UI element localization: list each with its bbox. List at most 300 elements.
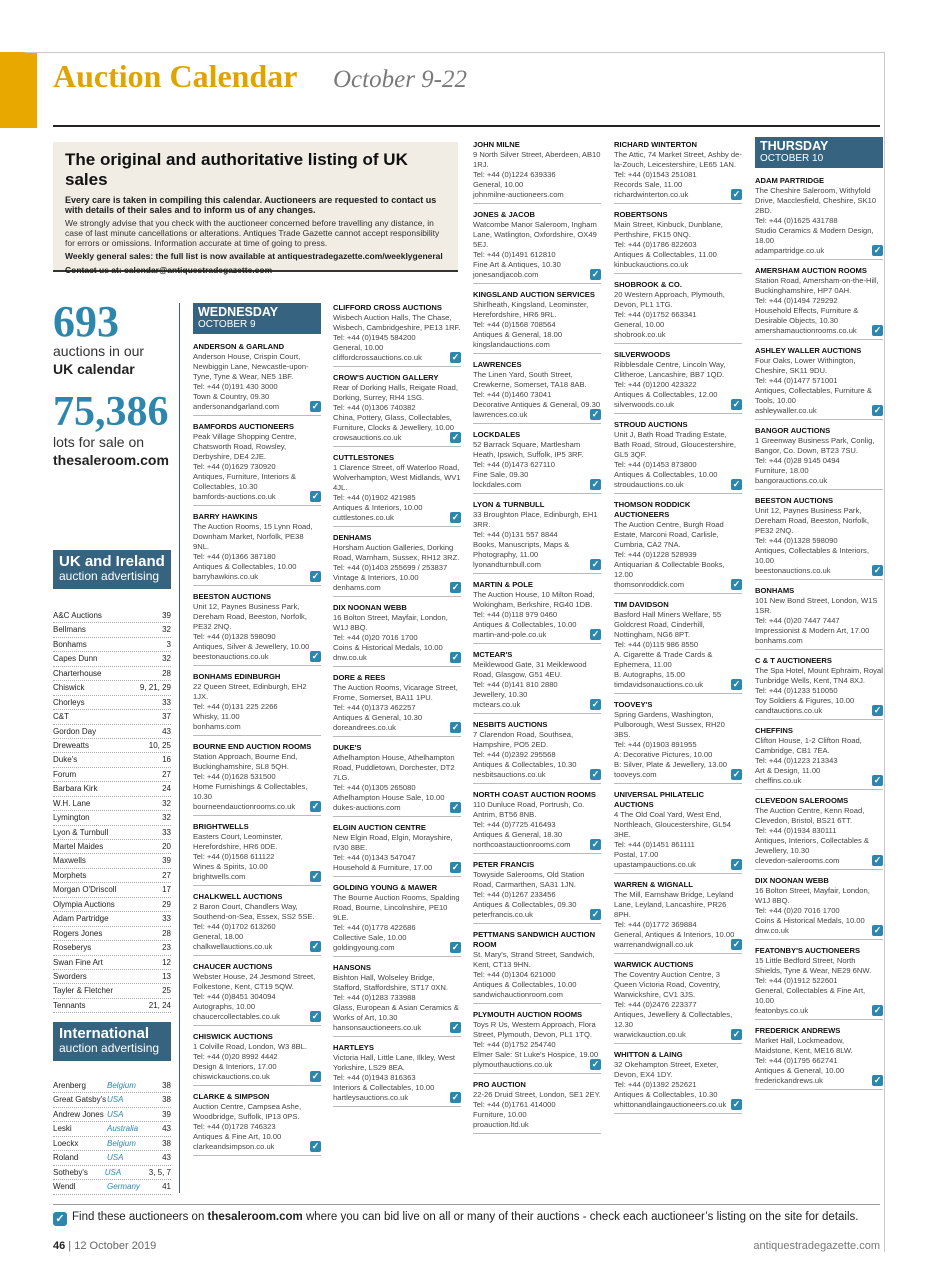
footer-divider: [53, 1204, 880, 1205]
auction-details: Athelhampton House, Athelhampton Road, Puddletown, Dorchester, DT2 7LG. Tel: +44 (0)1305 265080 Athelhampton House Sale, 10.00 dukes-auctions.com: [333, 753, 455, 812]
auctioneer-name: BOURNE END AUCTION ROOMS: [193, 742, 312, 751]
auction-listing[interactable]: [755, 726, 883, 790]
index-row[interactable]: [53, 941, 171, 955]
thesaleroom-check-icon[interactable]: ✓: [451, 512, 460, 522]
page-footer-left: 46 | 12 October 2019: [53, 1240, 157, 1252]
auction-details: Basford Hall Miners Welfare, 55 Goldcrest Road, Cinderhill, Nottingham, NG6 8PT. Tel: +44 (0)115 986 8550 A. Cigarette & Trade Cards & Ephemera, 11.00 B. Autographs, 15.00 timdavidsonauctions.co.uk: [614, 610, 722, 689]
auction-details: The Spa Hotel, Mount Ephraim, Royal Tunbridge Wells, Kent, TN4 8XJ. Tel: +44 (0)1233 510050 Toy Soldiers & Figures, 10.00 candtauctions.co.uk: [755, 666, 883, 715]
auction-listing[interactable]: [333, 673, 461, 737]
thesaleroom-check-icon[interactable]: ✓: [451, 1022, 460, 1032]
auctioneer-name: ASHLEY WALLER AUCTIONS: [755, 346, 862, 355]
index-pages: 43: [162, 1124, 171, 1134]
auctioneer-name: CROW'S AUCTION GALLERY: [333, 373, 439, 382]
index-row[interactable]: [53, 609, 171, 623]
auction-listing[interactable]: [614, 350, 742, 414]
auction-listing[interactable]: [473, 930, 601, 1004]
auction-listing[interactable]: [614, 280, 742, 344]
index-name: Morgan O'Driscoll: [53, 885, 117, 895]
auction-listing[interactable]: [193, 742, 321, 816]
auction-listing[interactable]: [193, 672, 321, 736]
auction-details: The Bourne Auction Rooms, Spalding Road, Bourne, Lincolnshire, PE10 9LE. Tel: +44 (0)1778 422686 Collective Sale, 10.00 goldingyoung.com: [333, 893, 460, 952]
auctioneer-name: THOMSON RODDICK AUCTIONEERS: [614, 500, 691, 519]
auctioneer-name: PLYMOUTH AUCTION ROOMS: [473, 1010, 583, 1019]
index-name: Swan Fine Art: [53, 957, 103, 967]
thesaleroom-check-icon[interactable]: ✓: [873, 405, 882, 415]
auction-listing[interactable]: [193, 892, 321, 956]
auctioneer-name: MARTIN & POLE: [473, 580, 533, 589]
index-pages: 28: [162, 928, 171, 938]
auctioneer-name: HANSONS: [333, 963, 371, 972]
index-row[interactable]: [53, 623, 171, 637]
thesaleroom-check-icon[interactable]: ✓: [591, 269, 600, 279]
index-name: Gordon Day: [53, 726, 97, 736]
thesaleroom-check-icon[interactable]: ✓: [451, 862, 460, 872]
thesaleroom-check-icon[interactable]: ✓: [311, 491, 320, 501]
thesaleroom-check-icon[interactable]: ✓: [591, 699, 600, 709]
auction-details: Peak Village Shopping Centre, Chatsworth Road, Rowsley, Derbyshire, DE4 2JE. Tel: +44 (0)1629 730920 Antiques, Furniture, Interiors & Collectables, 10.30 bamfords-auctions.co.uk: [193, 432, 297, 501]
auctioneer-name: TIM DAVIDSON: [614, 600, 669, 609]
auction-listing[interactable]: [755, 796, 883, 870]
auction-details: Watcombe Manor Saleroom, Ingham Lane, Watlington, Oxfordshire, OX49 5EJ. Tel: +44 (0)1491 612810 Fine Art & Antiques, 10.30 jonesandjacob.com: [473, 220, 597, 279]
auction-details: Auction Centre, Campsea Ashe, Woodbridge, Suffolk, IP13 0PS. Tel: +44 (0)1728 746323 Antiques & Fine Art, 10.00 clarkeandsimpson.co.uk: [193, 1102, 302, 1151]
auction-listing[interactable]: [473, 790, 601, 854]
lots-count-strong[interactable]: thesaleroom.com: [53, 452, 169, 468]
thesaleroom-check-icon[interactable]: ✓: [311, 1071, 320, 1081]
thesaleroom-check-icon[interactable]: ✓: [732, 939, 741, 949]
auction-details: 2 Baron Court, Chandlers Way, Southend-on-Sea, Essex, SS2 5SE. Tel: +44 (0)1702 613260 General, 18.00 chalkwellauctions.co.uk: [193, 902, 315, 951]
auction-listing[interactable]: [473, 210, 601, 284]
auction-listing[interactable]: [755, 946, 883, 1020]
auction-details: The Auction Centre, Kenn Road, Clevedon, Bristol, BS21 6TT. Tel: +44 (0)1934 830111 Antiques, Interiors, Collectables & Jewellery, 10.30 clevedon-salerooms.com: [755, 806, 869, 865]
index-name: Great Gatsby's: [53, 1095, 107, 1105]
index-row[interactable]: [53, 1151, 171, 1165]
thesaleroom-check-icon[interactable]: ✓: [732, 859, 741, 869]
thesaleroom-check-icon[interactable]: ✓: [873, 1005, 882, 1015]
thesaleroom-check-icon[interactable]: ✓: [591, 409, 600, 419]
index-row[interactable]: [53, 638, 171, 652]
auctioneer-name: CLARKE & SIMPSON: [193, 1092, 270, 1101]
auction-listing[interactable]: [755, 586, 883, 650]
thesaleroom-check-icon[interactable]: ✓: [451, 432, 460, 442]
auctioneer-name: LAWRENCES: [473, 360, 522, 369]
index-country: Germany: [107, 1182, 140, 1192]
lots-count: 75,386: [53, 389, 169, 435]
index-pages: 38: [162, 1095, 171, 1105]
thesaleroom-check-icon[interactable]: ✓: [451, 352, 460, 362]
index-row[interactable]: [53, 1137, 171, 1151]
auction-details: Station Approach, Bourne End, Buckinghamshire, SL8 5QH. Tel: +44 (0)1628 531500 Home Furnishings & Collectables, 10.30 bourneendauctionrooms.co.uk: [193, 752, 308, 811]
index-country: USA: [107, 1109, 124, 1119]
intro-contact[interactable]: Contact us at: calendar@antiquestradegazette.com: [65, 265, 273, 275]
day-name: WEDNESDAY: [198, 305, 279, 319]
auction-listing[interactable]: [333, 603, 461, 667]
index-pages: 43: [162, 1153, 171, 1163]
auction-listing[interactable]: [614, 600, 742, 694]
auctioneer-name: CHAUCER AUCTIONS: [193, 962, 273, 971]
thesaleroom-check-icon[interactable]: ✓: [311, 871, 320, 881]
thesaleroom-check-icon[interactable]: ✓: [873, 245, 882, 255]
auction-listing[interactable]: [333, 373, 461, 447]
auction-listing[interactable]: [755, 266, 883, 340]
intl-index-title: International: [59, 1025, 150, 1042]
index-pages: 38: [162, 1081, 171, 1090]
thesaleroom-check-icon[interactable]: ✓: [311, 941, 320, 951]
auctioneer-name: NESBITS AUCTIONS: [473, 720, 548, 729]
index-name: Forum: [53, 769, 77, 779]
index-pages: 28: [162, 668, 171, 678]
thesaleroom-check-icon[interactable]: ✓: [311, 1011, 320, 1021]
auction-listing[interactable]: [193, 1032, 321, 1086]
thesaleroom-check-icon[interactable]: ✓: [732, 769, 741, 779]
auctions-count-strong: UK calendar: [53, 361, 135, 377]
auction-listing[interactable]: [614, 500, 742, 594]
thesaleroom-check-icon[interactable]: ✓: [732, 1099, 741, 1109]
index-row[interactable]: [53, 956, 171, 970]
index-row[interactable]: [53, 667, 171, 681]
auction-listing[interactable]: [755, 426, 883, 490]
day-name: THURSDAY: [760, 139, 829, 153]
index-pages: 29: [162, 899, 171, 909]
auction-details: 20 Western Approach, Plymouth, Devon, PL1 1TG. Tel: +44 (0)1752 663341 General, 10.00 shobrook.co.uk: [614, 290, 725, 339]
index-pages: 39: [162, 1109, 171, 1119]
index-row[interactable]: [53, 1180, 171, 1194]
auctioneer-name: JOHN MILNE: [473, 140, 520, 149]
thesaleroom-check-icon[interactable]: ✓: [873, 565, 882, 575]
index-name: Chiswick: [53, 683, 85, 693]
index-pages: 27: [162, 769, 171, 779]
auction-details: Toys R Us, Western Approach, Flora Street, Plymouth, Devon, PL1 1TQ. Tel: +44 (0)1752 254740 Elmer Sale: St Luke's Hospice, 19.00 plymouthauctions.co.uk: [473, 1020, 599, 1069]
thesaleroom-check-icon[interactable]: ✓: [873, 925, 882, 935]
auctioneer-name: ROBERTSONS: [614, 210, 668, 219]
auction-listing[interactable]: [473, 360, 601, 424]
auction-listing[interactable]: [193, 822, 321, 886]
auction-listing[interactable]: [614, 880, 742, 954]
auction-listing[interactable]: [193, 422, 321, 506]
auction-listing[interactable]: [473, 140, 601, 204]
auctioneer-name: AMERSHAM AUCTION ROOMS: [755, 266, 867, 275]
index-row[interactable]: [53, 883, 171, 897]
auction-details: Unit 12, Paynes Business Park, Dereham Road, Beeston, Norfolk, PE32 2NQ. Tel: +44 (0)1328 598090 Antiques, Silver & Jewellery, 10.00 beestonauctions.co.uk: [193, 602, 310, 661]
auctioneer-name: LYON & TURNBULL: [473, 500, 545, 509]
index-name: Morphets: [53, 870, 87, 880]
thesaleroom-check-icon[interactable]: ✓: [451, 582, 460, 592]
auction-details: 16 Bolton Street, Mayfair, London, W1J 8BQ. Tel: +44 (0)20 7016 1700 Coins & Historical Medals, 10.00 dnw.co.uk: [333, 613, 448, 662]
auctioneer-name: CHALKWELL AUCTIONS: [193, 892, 283, 901]
thesaleroom-check-icon[interactable]: ✓: [311, 801, 320, 811]
index-pages: 3: [166, 639, 171, 649]
auction-listing[interactable]: [614, 420, 742, 494]
thesaleroom-check-icon[interactable]: ✓: [591, 909, 600, 919]
auction-listing[interactable]: [193, 512, 321, 586]
auctioneer-name: STROUD AUCTIONS: [614, 420, 688, 429]
index-pages: 33: [162, 827, 171, 837]
auction-listing[interactable]: [755, 176, 883, 260]
auction-listing[interactable]: [193, 592, 321, 666]
intro-weekly-link[interactable]: Weekly general sales: the full list is now available at antiquestradegazette.com/weeklygeneral: [65, 251, 443, 261]
auctioneer-name: TOOVEY'S: [614, 700, 653, 709]
auction-details: St. Mary's, Strand Street, Sandwich, Kent, CT13 9HN. Tel: +44 (0)1304 621000 Antiques & Collectables, 10.00 sandwichauctionroom.com: [473, 950, 595, 999]
index-name: Chorleys: [53, 697, 85, 707]
column-2: [333, 303, 461, 1113]
thesaleroom-check-icon[interactable]: ✓: [451, 802, 460, 812]
auction-listing[interactable]: [614, 140, 742, 204]
uk-index-title: UK and Ireland: [59, 553, 165, 570]
thesaleroom-check-icon[interactable]: ✓: [591, 839, 600, 849]
auctioneer-name: CHISWICK AUCTIONS: [193, 1032, 273, 1041]
intl-index-list: [53, 1079, 171, 1195]
thesaleroom-check-icon[interactable]: ✓: [732, 479, 741, 489]
index-row[interactable]: [53, 739, 171, 753]
auction-listing[interactable]: [473, 1080, 601, 1134]
thesaleroom-check-icon[interactable]: ✓: [451, 1092, 460, 1102]
auction-details: Wisbech Auction Halls, The Chase, Wisbech, Cambridgeshire, PE13 1RF. Tel: +44 (0)1945 584200 General, 10.00 cliffordcrossauctions.co.uk: [333, 313, 461, 362]
day-date: OCTOBER 9: [198, 319, 256, 330]
auctioneer-name: ADAM PARTRIDGE: [755, 176, 825, 185]
index-pages: 10, 25: [148, 740, 171, 750]
auction-listing[interactable]: [614, 960, 742, 1044]
thesaleroom-check-icon[interactable]: ✓: [732, 399, 741, 409]
auction-listing[interactable]: [333, 533, 461, 597]
index-row[interactable]: [53, 1122, 171, 1136]
auctioneer-name: C & T AUCTIONEERS: [755, 656, 832, 665]
index-row[interactable]: [53, 970, 171, 984]
index-pages: 20: [162, 842, 171, 851]
footer-note-link[interactable]: thesaleroom.com: [207, 1211, 303, 1223]
index-name: Bonhams: [53, 639, 87, 649]
thesaleroom-check-icon[interactable]: ✓: [873, 325, 882, 335]
index-row[interactable]: [53, 696, 171, 710]
thesaleroom-check-icon[interactable]: ✓: [591, 479, 600, 489]
thesaleroom-check-icon[interactable]: ✓: [732, 679, 741, 689]
thesaleroom-check-icon[interactable]: ✓: [311, 571, 320, 581]
auction-listing[interactable]: [193, 962, 321, 1026]
auction-details: 22 Queen Street, Edinburgh, EH2 1JX. Tel: +44 (0)131 225 2266 Whisky, 11.00 bonhams.com: [193, 682, 307, 731]
index-row[interactable]: [53, 898, 171, 912]
auctioneer-name: PETTMANS SANDWICH AUCTION ROOM: [473, 930, 596, 949]
thesaleroom-check-icon[interactable]: ✓: [732, 1029, 741, 1039]
thesaleroom-check-icon[interactable]: ✓: [451, 722, 460, 732]
auction-listing[interactable]: [755, 656, 883, 720]
auctioneer-name: UNIVERSAL PHILATELIC AUCTIONS: [614, 790, 705, 809]
index-row[interactable]: [53, 725, 171, 739]
auction-details: New Elgin Road, Elgin, Morayshire, IV30 8BE. Tel: +44 (0)1343 547047 Household & Furniture, 17.00: [333, 833, 453, 872]
thesaleroom-check-icon[interactable]: ✓: [873, 855, 882, 865]
day-header-thursday: [755, 137, 883, 168]
thesaleroom-check-icon[interactable]: ✓: [311, 1141, 320, 1151]
auction-listing[interactable]: [333, 303, 461, 367]
auction-listing[interactable]: [473, 580, 601, 644]
index-row[interactable]: [53, 797, 171, 811]
auction-listing[interactable]: [193, 342, 321, 416]
auction-listing[interactable]: [333, 1043, 461, 1107]
auction-listing[interactable]: [755, 346, 883, 420]
auction-details: Rear of Dorking Halls, Reigate Road, Dorking, Surrey, RH4 1SG. Tel: +44 (0)1306 740382 China, Pottery, Glass, Collectables, Furniture, Clocks & Jewellery, 10.00 crowsauctions.co.uk: [333, 383, 458, 442]
auction-details: 4 The Old Coal Yard, West End, Northleach, Gloucestershire, GL54 3HE. Tel: +44 (0)1451 861111 Postal, 17.00 upastampauctions.co.uk: [614, 810, 731, 869]
index-row[interactable]: [53, 869, 171, 883]
index-row[interactable]: [53, 1079, 171, 1093]
auctioneer-name: WHITTON & LAING: [614, 1050, 683, 1059]
auction-listing[interactable]: [614, 700, 742, 784]
footer-note: [53, 1211, 858, 1226]
auction-listing[interactable]: [473, 290, 601, 354]
index-row[interactable]: [53, 710, 171, 724]
index-name: Bellmans: [53, 625, 86, 635]
auction-listing[interactable]: [193, 1092, 321, 1156]
index-row[interactable]: [53, 681, 171, 695]
auctioneer-name: CHEFFINS: [755, 726, 793, 735]
footer-note-pre: Find these auctioneers on: [72, 1211, 208, 1223]
auction-details: Victoria Hall, Little Lane, Ilkley, West Yorkshire, LS29 8EA. Tel: +44 (0)1943 816363 Interiors & Collectables, 10.00 hartleysauctions.co.uk: [333, 1053, 455, 1102]
auction-listing[interactable]: [333, 963, 461, 1037]
thesaleroom-check-icon[interactable]: ✓: [732, 189, 741, 199]
auction-details: 101 New Bond Street, London, W1S 1SR. Tel: +44 (0)20 7447 7447 Impressionist & Modern Art, 17.00 bonhams.com: [755, 596, 878, 645]
index-pages: 13: [162, 971, 171, 981]
thesaleroom-check-icon[interactable]: ✓: [311, 651, 320, 661]
index-row[interactable]: [53, 912, 171, 926]
thesaleroom-check-icon[interactable]: ✓: [873, 775, 882, 785]
index-row[interactable]: [53, 1093, 171, 1107]
auctioneer-name: WARREN & WIGNALL: [614, 880, 693, 889]
column-4: [614, 140, 742, 1120]
index-row[interactable]: [53, 782, 171, 796]
auction-listing[interactable]: [473, 500, 601, 574]
index-name: Lyon & Turnbull: [53, 827, 109, 837]
index-row[interactable]: [53, 753, 171, 767]
index-name: Olympia Auctions: [53, 899, 115, 909]
auction-details: 1 Clarence Street, off Waterloo Road, Wolverhampton, West Midlands, WV1 4JL. Tel: +44 (0)1902 421985 Antiques & Interiors, 10.00 cuttlestones.co.uk: [333, 463, 461, 522]
index-country: Belgium: [107, 1081, 136, 1090]
index-pages: 3, 5, 7: [148, 1167, 171, 1177]
auctioneer-name: LOCKDALES: [473, 430, 521, 439]
page-footer-site[interactable]: antiquestradegazette.com: [753, 1240, 880, 1252]
thesaleroom-check-icon[interactable]: ✓: [451, 652, 460, 662]
auction-details: 52 Barrack Square, Martlesham Heath, Ipswich, Suffolk, IP5 3RF. Tel: +44 (0)1473 627110 Fine Sale, 09.30 lockdales.com: [473, 440, 584, 489]
auction-listing[interactable]: [473, 1010, 601, 1074]
auction-details: The Auction House, 10 Milton Road, Wokingham, Berkshire, RG40 1DB. Tel: +44 (0)118 979 0460 Antiques & Collectables, 10.00 martin-and-pole.co.uk: [473, 590, 595, 639]
auctioneer-name: ELGIN AUCTION CENTRE: [333, 823, 426, 832]
auctions-count-label: auctions in our: [53, 343, 145, 359]
auction-listing[interactable]: [473, 720, 601, 784]
thesaleroom-check-icon[interactable]: ✓: [873, 1075, 882, 1085]
auction-details: 1 Colville Road, London, W3 8BL. Tel: +44 (0)20 8992 4442 Design & Interiors, 17.00 chiswickauctions.co.uk: [193, 1042, 307, 1081]
index-name: Tennants: [53, 1000, 86, 1010]
auction-details: Shirlheath, Kingsland, Leominster, Herefordshire, HR6 9RL. Tel: +44 (0)1568 708564 Antiques & General, 18.00 kingslandauctions.com: [473, 300, 589, 349]
index-name: Arenberg: [53, 1081, 86, 1090]
index-name: Charterhouse: [53, 668, 102, 678]
auction-listing[interactable]: [333, 743, 461, 817]
auctioneer-name: DUKE'S: [333, 743, 362, 752]
index-name: Tayler & Fletcher: [53, 986, 114, 996]
auction-listing[interactable]: [755, 1026, 883, 1090]
thesaleroom-check-icon[interactable]: ✓: [591, 629, 600, 639]
auction-details: Four Oaks, Lower Withington, Cheshire, SK11 9DU. Tel: +44 (0)1477 571001 Antiques, Collectables, Furniture & Tools, 10.00 ashleywaller.co.uk: [755, 356, 872, 415]
auction-listing[interactable]: [614, 1050, 742, 1114]
auction-listing[interactable]: [473, 430, 601, 494]
thesaleroom-check-icon[interactable]: ✓: [591, 1059, 600, 1069]
auctioneer-name: PRO AUCTION: [473, 1080, 526, 1089]
footer-note-post: where you can bid live on all or many of their auctions - check each auctioneer’s listing on the site for details.: [302, 1211, 859, 1223]
auctioneer-name: BONHAMS EDINBURGH: [193, 672, 281, 681]
auction-listing[interactable]: [473, 860, 601, 924]
index-row[interactable]: [53, 927, 171, 941]
auction-details: Towyside Salerooms, Old Station Road, Carmarthen, SA31 1JN. Tel: +44 (0)1267 233456 Antiques & Collectables, 09.30 peterfrancis.co.uk: [473, 870, 585, 919]
index-name: Rogers Jones: [53, 928, 103, 938]
auction-listing[interactable]: [333, 823, 461, 877]
index-row[interactable]: [53, 768, 171, 782]
index-name: Sworders: [53, 971, 87, 981]
auction-details: 9 North Silver Street, Aberdeen, AB10 1RJ. Tel: +44 (0)1224 639336 General, 10.00 johnmilne-auctioneers.com: [473, 150, 601, 199]
column-5: [755, 137, 883, 1096]
page-number: 46: [53, 1240, 66, 1252]
index-pages: 12: [162, 957, 171, 967]
thesaleroom-check-icon[interactable]: ✓: [591, 769, 600, 779]
auction-details: Bishton Hall, Wolseley Bridge, Stafford, Staffordshire, ST17 0XN. Tel: +44 (0)1283 733988 Glass, European & Asian Ceramics & Works of Art, 10.30 hansonsauctioneers.co.uk: [333, 973, 459, 1032]
index-name: Barbara Kirk: [53, 784, 98, 794]
index-row[interactable]: [53, 999, 171, 1013]
index-pages: 39: [162, 611, 171, 620]
auctioneer-name: HARTLEYS: [333, 1043, 374, 1052]
header-divider: [53, 125, 880, 127]
thesaleroom-check-icon[interactable]: ✓: [873, 705, 882, 715]
thesaleroom-check-icon[interactable]: ✓: [451, 942, 460, 952]
auctioneer-name: CUTTLESTONES: [333, 453, 395, 462]
auctioneer-name: BANGOR AUCTIONS: [755, 426, 831, 435]
index-row[interactable]: [53, 1166, 171, 1180]
index-row[interactable]: [53, 984, 171, 998]
index-row[interactable]: [53, 1108, 171, 1122]
index-country: Australia: [107, 1124, 139, 1134]
auction-details: 16 Bolton Street, Mayfair, London, W1J 8BQ. Tel: +44 (0)20 7016 1700 Coins & Historical Medals, 10.00 dnw.co.uk: [755, 886, 870, 935]
index-name: W.H. Lane: [53, 798, 91, 808]
auctioneer-name: BEESTON AUCTIONS: [755, 496, 834, 505]
index-row[interactable]: [53, 811, 171, 825]
auction-listing[interactable]: [755, 876, 883, 940]
auction-listing[interactable]: [755, 496, 883, 580]
auction-listing[interactable]: [614, 790, 742, 874]
index-pages: 9, 21, 29: [139, 683, 171, 693]
index-row[interactable]: [53, 854, 171, 868]
thesaleroom-check-icon[interactable]: ✓: [311, 401, 320, 411]
auctioneer-name: SHOBROOK & CO.: [614, 280, 682, 289]
index-name: Adam Partridge: [53, 914, 109, 924]
auction-listing[interactable]: [473, 650, 601, 714]
index-row[interactable]: [53, 652, 171, 666]
index-pages: 41: [162, 1182, 171, 1192]
index-row[interactable]: [53, 826, 171, 840]
index-row[interactable]: [53, 840, 171, 854]
thesaleroom-check-icon[interactable]: ✓: [591, 559, 600, 569]
auction-listing[interactable]: [333, 883, 461, 957]
index-pages: 27: [162, 870, 171, 880]
page-date-range: October 9-22: [333, 66, 467, 93]
index-name: Duke's: [53, 755, 78, 765]
auctioneer-name: KINGSLAND AUCTION SERVICES: [473, 290, 595, 299]
auctioneer-name: SILVERWOODS: [614, 350, 671, 359]
auction-details: Anderson House, Crispin Court, Newbiggin Lane, Newcastle-upon-Tyne, Tyne & Wear, NE5 1BF. Tel: +44 (0)191 430 3000 Town & Country, 09.30 andersonandgarland.com: [193, 352, 309, 411]
auction-details: Easters Court, Leominster, Herefordshire, HR6 0DE. Tel: +44 (0)1568 611122 Wines & Spirits, 10.00 brightwells.com: [193, 832, 283, 881]
auction-details: 33 Broughton Place, Edinburgh, EH1 3RR. Tel: +44 (0)131 557 8844 Books, Manuscripts, Maps & Photography, 11.00 lyonandturnbull.com: [473, 510, 598, 569]
index-name: Leski: [53, 1124, 72, 1134]
auction-details: 22-26 Druid Street, London, SE1 2EY. Tel: +44 (0)1761 414000 Furniture, 10.00 proauction.ltd.uk: [473, 1090, 601, 1129]
auction-listing[interactable]: [333, 453, 461, 527]
thesaleroom-check-icon[interactable]: ✓: [732, 579, 741, 589]
auction-details: Webster House, 24 Jesmond Street, Folkestone, Kent, CT19 5QW. Tel: +44 (0)8451 304094 Autographs, 10.00 chaucercollectables.co.uk: [193, 972, 316, 1021]
auctioneer-name: FEATONBY'S AUCTIONEERS: [755, 946, 861, 955]
auctioneer-name: BRIGHTWELLS: [193, 822, 249, 831]
auctioneer-name: BAMFORDS AUCTIONEERS: [193, 422, 294, 431]
auction-listing[interactable]: [614, 210, 742, 274]
auction-details: 15 Little Bedford Street, North Shields, Tyne & Wear, NE29 6NW. Tel: +44 (0)1912 522601 General, Collectables & Fine Art, 10.00 featonbys.co.uk: [755, 956, 872, 1015]
